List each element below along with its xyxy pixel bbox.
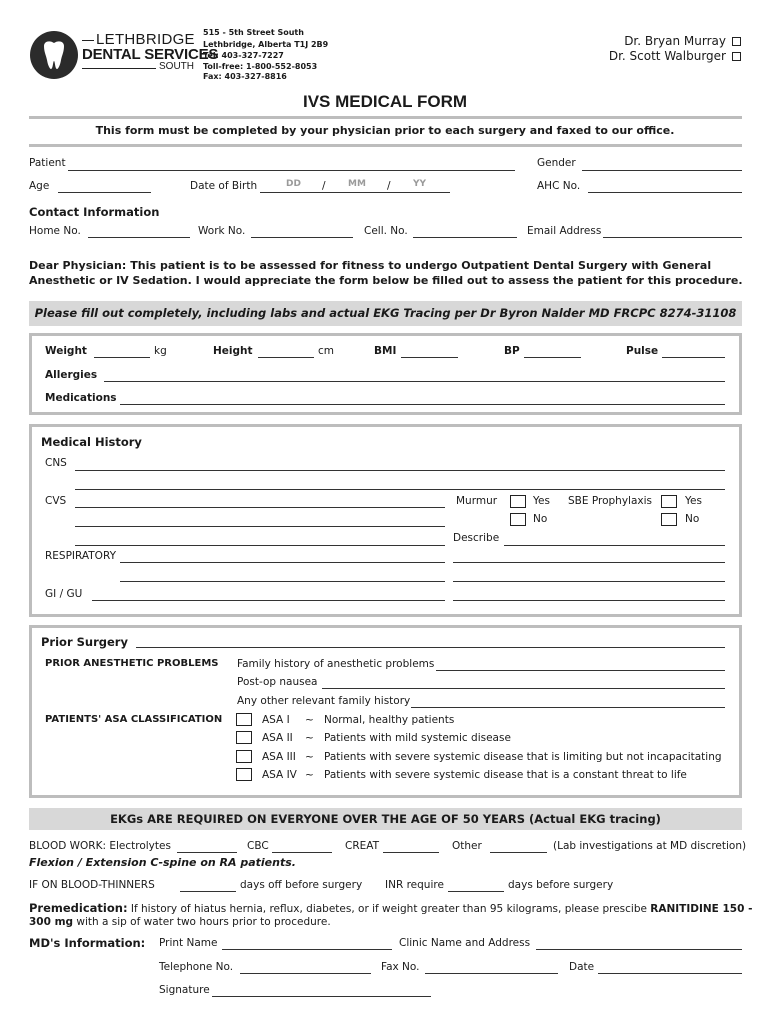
- pulse-label: Pulse: [626, 345, 659, 357]
- ahc-field[interactable]: [588, 192, 742, 193]
- asa-2-code: ASA II: [262, 732, 293, 744]
- inr-field[interactable]: [448, 891, 504, 892]
- prior-surgery-field[interactable]: [136, 647, 725, 648]
- respiratory-field-3[interactable]: [120, 581, 445, 582]
- clinic-field[interactable]: [536, 949, 742, 950]
- dob-field[interactable]: [260, 192, 450, 193]
- respiratory-label: RESPIRATORY: [45, 550, 116, 562]
- instruction-banner: Please fill out completely, including labs and actual EKG Tracing per Dr Byron Nalder MD FRCPC 8274-31108: [29, 301, 742, 326]
- lab-note: (Lab investigations at MD discretion): [553, 840, 747, 852]
- murmur-no-label: No: [533, 513, 548, 525]
- address-line-1: 515 - 5th Street South: [203, 28, 304, 37]
- asa-1-code: ASA I: [262, 714, 290, 726]
- premedication-line-2: [29, 916, 331, 928]
- md-telephone-label: Telephone No.: [159, 961, 234, 973]
- patient-label: Patient: [29, 157, 66, 169]
- contact-heading: Contact Information: [29, 205, 160, 219]
- sbe-yes-label: Yes: [685, 495, 702, 507]
- other-lab-field[interactable]: [490, 852, 547, 853]
- gigu-field-1[interactable]: [92, 600, 445, 601]
- dob-label: Date of Birth: [190, 180, 258, 192]
- home-label: Home No.: [29, 225, 81, 237]
- doctor-1-name: Dr. Bryan Murray: [624, 34, 726, 48]
- tooth-logo-icon: [29, 30, 79, 80]
- prior-surgery-heading: Prior Surgery: [41, 635, 128, 649]
- premedication-text-1: If history of hiatus hernia, reflux, diabetes, or if weight greater than 95 kilograms, please prescibe: [127, 903, 651, 915]
- signature-field[interactable]: [212, 996, 431, 997]
- dob-year-placeholder: YY: [413, 179, 427, 189]
- premedication-heading: Premedication:: [29, 901, 128, 915]
- gender-field[interactable]: [582, 170, 742, 171]
- respiratory-field-4[interactable]: [453, 581, 725, 582]
- bp-label: BP: [504, 345, 520, 357]
- dob-month-placeholder: MM: [348, 179, 366, 189]
- asa-classification-label: PATIENTS' ASA CLASSIFICATION: [45, 714, 223, 725]
- gigu-label: GI / GU: [45, 588, 83, 600]
- gender-label: Gender: [537, 157, 576, 169]
- creat-field[interactable]: [383, 852, 439, 853]
- cbc-field[interactable]: [272, 852, 332, 853]
- bmi-field[interactable]: [401, 357, 458, 358]
- respiratory-field-2[interactable]: [453, 562, 725, 563]
- signature-label: Signature: [159, 984, 210, 996]
- asa-3-checkbox[interactable]: [236, 750, 252, 763]
- medical-history-heading: Medical History: [41, 435, 142, 449]
- height-label: Height: [213, 345, 253, 357]
- medications-field[interactable]: [120, 404, 725, 405]
- anesthetic-problems-label: PRIOR ANESTHETIC PROBLEMS: [45, 658, 219, 669]
- creat-label: CREAT: [345, 840, 380, 852]
- premedication-line-1: [29, 901, 752, 915]
- cbc-label: CBC: [247, 840, 269, 852]
- doctor-1[interactable]: [624, 34, 741, 48]
- asa-2-description: Patients with mild systemic disease: [324, 732, 511, 744]
- other-history-label: Any other relevant family history: [237, 695, 411, 707]
- dob-separator-1: /: [322, 180, 326, 192]
- address-line-2: Lethbridge, Alberta T1J 2B9: [203, 40, 329, 49]
- clinic-label: Clinic Name and Address: [399, 937, 531, 949]
- premedication-dose: 300 mg: [29, 916, 74, 928]
- doctor-2[interactable]: [609, 49, 741, 63]
- allergies-label: Allergies: [45, 369, 98, 381]
- murmur-yes-label: Yes: [533, 495, 550, 507]
- asa-4-description: Patients with severe systemic disease that is a constant threat to life: [324, 769, 687, 781]
- murmur-yes-checkbox[interactable]: [510, 495, 526, 508]
- cvs-field-3[interactable]: [75, 545, 445, 546]
- asa-2-checkbox[interactable]: [236, 731, 252, 744]
- respiratory-field-1[interactable]: [120, 562, 445, 563]
- asa-4-code: ASA IV: [262, 769, 297, 781]
- sbe-label: SBE Prophylaxis: [568, 495, 652, 507]
- describe-field[interactable]: [504, 545, 725, 546]
- brand-top: LETHBRIDGE: [96, 31, 195, 48]
- inr-label: INR require: [385, 879, 444, 891]
- md-fax-label: Fax No.: [381, 961, 420, 973]
- form-title: IVS MEDICAL FORM: [302, 92, 468, 111]
- cell-label: Cell. No.: [364, 225, 408, 237]
- murmur-no-checkbox[interactable]: [510, 513, 526, 526]
- cell-phone-field[interactable]: [413, 237, 517, 238]
- dob-day-placeholder: DD: [286, 179, 301, 189]
- toll-free: Toll-free: 1-800-552-8053: [203, 62, 318, 71]
- asa-1-tilde: ~: [305, 714, 314, 726]
- premedication-drug: RANITIDINE 150 -: [650, 903, 753, 915]
- dob-separator-2: /: [387, 180, 391, 192]
- brand-main: DENTAL SERVICES: [82, 46, 219, 63]
- days-off-label: days off before surgery: [240, 879, 363, 891]
- asa-1-description: Normal, healthy patients: [324, 714, 455, 726]
- medications-label: Medications: [45, 392, 117, 404]
- home-phone-field[interactable]: [88, 237, 190, 238]
- date-label: Date: [569, 961, 595, 973]
- work-phone-field[interactable]: [251, 237, 353, 238]
- asa-3-code: ASA III: [262, 751, 296, 763]
- electrolytes-field[interactable]: [177, 852, 237, 853]
- cns-label: CNS: [45, 457, 67, 469]
- md-info-heading: MD's Information:: [29, 936, 146, 950]
- blood-thinners-label: IF ON BLOOD-THINNERS: [29, 879, 155, 891]
- family-history-label: Family history of anesthetic problems: [237, 658, 435, 670]
- asa-1-checkbox[interactable]: [236, 713, 252, 726]
- other-lab-label: Other: [452, 840, 482, 852]
- asa-3-tilde: ~: [305, 751, 314, 763]
- asa-4-tilde: ~: [305, 769, 314, 781]
- telephone: Tel: 403-327-7227: [203, 51, 284, 60]
- ahc-label: AHC No.: [537, 180, 581, 192]
- sbe-no-checkbox[interactable]: [661, 513, 677, 526]
- doctor-2-name: Dr. Scott Walburger: [608, 49, 726, 63]
- md-telephone-field[interactable]: [240, 973, 371, 974]
- weight-unit: kg: [154, 345, 167, 357]
- email-field[interactable]: [603, 237, 742, 238]
- cvs-field-1[interactable]: [75, 507, 445, 508]
- patient-field[interactable]: [68, 170, 515, 171]
- cvs-label: CVS: [45, 495, 67, 507]
- title-divider: [29, 116, 742, 119]
- print-name-label: Print Name: [159, 937, 218, 949]
- asa-3-description: Patients with severe systemic disease that is limiting but not incapacitating: [324, 751, 722, 763]
- email-label: Email Address: [527, 225, 602, 237]
- describe-label: Describe: [453, 532, 500, 544]
- other-history-field[interactable]: [411, 707, 725, 708]
- premedication-text-2: with a sip of water two hours prior to procedure.: [73, 916, 331, 928]
- family-history-field[interactable]: [436, 670, 725, 671]
- bmi-label: BMI: [374, 345, 397, 357]
- dear-physician-line-2: Anesthetic or IV Sedation. I would appreciate the form below be filled out to assess the patient for this procedure.: [29, 274, 743, 287]
- doctor-2-checkbox[interactable]: [732, 52, 741, 61]
- weight-label: Weight: [45, 345, 87, 357]
- md-fax-field[interactable]: [425, 973, 558, 974]
- allergies-field[interactable]: [104, 381, 725, 382]
- work-label: Work No.: [198, 225, 246, 237]
- dear-physician-line-1: Dear Physician: This patient is to be assessed for fitness to undergo Outpatient Dental Surgery with General: [29, 259, 712, 272]
- sbe-no-label: No: [685, 513, 700, 525]
- pulse-field[interactable]: [662, 357, 725, 358]
- asa-2-tilde: ~: [305, 732, 314, 744]
- cvs-field-2[interactable]: [75, 526, 445, 527]
- age-field[interactable]: [58, 192, 151, 193]
- height-field[interactable]: [258, 357, 314, 358]
- brand-sub: SOUTH: [159, 61, 194, 72]
- date-field[interactable]: [598, 973, 742, 974]
- sbe-yes-checkbox[interactable]: [661, 495, 677, 508]
- bp-field[interactable]: [524, 357, 581, 358]
- form-subtitle: This form must be completed by your physician prior to each surgery and faxed to our office.: [95, 124, 675, 137]
- days-before-label: days before surgery: [508, 879, 614, 891]
- height-unit: cm: [318, 345, 335, 357]
- asa-4-checkbox[interactable]: [236, 768, 252, 781]
- bloodwork-label: BLOOD WORK: Electrolytes: [29, 840, 171, 852]
- cns-field-1[interactable]: [75, 470, 725, 471]
- medical-history-panel: [29, 424, 742, 617]
- days-off-field[interactable]: [180, 891, 236, 892]
- ekg-banner: EKGs ARE REQUIRED ON EVERYONE OVER THE AGE OF 50 YEARS (Actual EKG tracing): [29, 808, 742, 830]
- weight-field[interactable]: [94, 357, 150, 358]
- doctor-1-checkbox[interactable]: [732, 37, 741, 46]
- postop-nausea-field[interactable]: [322, 688, 725, 689]
- cns-field-2[interactable]: [75, 489, 725, 490]
- murmur-label: Murmur: [456, 495, 498, 507]
- subtitle-divider: [29, 144, 742, 147]
- fax-number: Fax: 403-327-8816: [203, 72, 287, 81]
- flexion-note: Flexion / Extension C-spine on RA patients.: [29, 856, 296, 869]
- gigu-field-2[interactable]: [453, 600, 725, 601]
- print-name-field[interactable]: [222, 949, 392, 950]
- age-label: Age: [29, 180, 50, 192]
- postop-nausea-label: Post-op nausea: [237, 676, 318, 688]
